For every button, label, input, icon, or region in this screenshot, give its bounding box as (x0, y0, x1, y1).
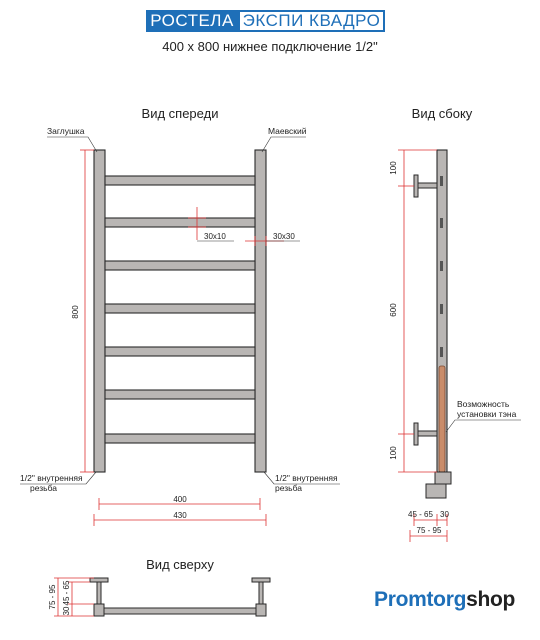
side-offset-label-2: 30 (440, 510, 449, 519)
top-view-drawing (90, 578, 270, 616)
product-subtitle: 400 х 800 нижнее подключение 1/2" (162, 39, 378, 54)
side-view-title: Вид сбоку (411, 106, 473, 121)
crossbar (105, 261, 255, 270)
side-offset-label: 45 - 65 (408, 510, 433, 519)
width-outer-label: 430 (173, 511, 187, 520)
width-inner-label: 400 (173, 495, 187, 504)
bar-profile-label: 30х10 (204, 232, 226, 241)
top-wall-plate-right (252, 578, 270, 582)
bottom-wall-bracket (414, 423, 437, 445)
bracket-arm (418, 183, 437, 188)
heater-leader (446, 420, 521, 432)
crossbar (105, 390, 255, 399)
thread-left-label-1: 1/2" внутренняя (20, 473, 83, 483)
heater-element (439, 366, 445, 472)
logo-part-1: Promtorg (374, 588, 467, 611)
plug-label: Заглушка (47, 126, 85, 136)
slot (440, 176, 443, 186)
right-rail (255, 150, 266, 472)
mayevsky-leader (262, 137, 306, 152)
top-rail-right (256, 604, 266, 616)
top-arm-left (97, 582, 101, 604)
top-wall-bracket (414, 175, 437, 197)
top-30-label: 30 (62, 606, 71, 616)
connection-fitting (435, 472, 451, 484)
top-crossbar (104, 608, 256, 614)
thread-left-label-2: резьба (30, 483, 57, 493)
crossbar (105, 304, 255, 313)
bracket-plate (414, 175, 418, 197)
slot (440, 218, 443, 228)
crossbar (105, 434, 255, 443)
slot (440, 261, 443, 271)
bottom-connection (426, 472, 451, 498)
top-rail-left (94, 604, 104, 616)
front-view-title: Вид спереди (141, 106, 219, 121)
model-label: ЭКСПИ КВАДРО (238, 10, 385, 32)
rail-profile-label: 30х30 (273, 232, 295, 241)
crossbar (105, 218, 255, 227)
heater-label-2: установки тэна (457, 409, 517, 419)
side-bottom-label: 100 (389, 446, 398, 460)
slot (440, 347, 443, 357)
left-rail (94, 150, 105, 472)
thread-right-label-1: 1/2" внутренняя (275, 473, 338, 483)
promtorgshop-logo (374, 588, 515, 612)
logo-part-2: shop (466, 588, 516, 611)
crossbar (105, 347, 255, 356)
slot (440, 304, 443, 314)
thread-right-label-2: резьба (275, 483, 302, 493)
side-top-label: 100 (389, 161, 398, 175)
height-dimension-label: 800 (71, 305, 80, 319)
brand-label: РОСТЕЛА (146, 10, 238, 32)
heater-label-1: Возможность (457, 399, 510, 409)
top-wall-plate-left (90, 578, 108, 582)
crossbars (105, 176, 255, 443)
top-arm-right (259, 582, 263, 604)
top-offset-label: 45 - 65 (62, 580, 71, 606)
side-depth-label: 75 - 95 (416, 526, 442, 535)
bracket-arm (418, 431, 437, 436)
connection-nut (426, 484, 446, 498)
side-mid-label: 600 (389, 303, 398, 317)
top-depth-label: 75 - 95 (48, 584, 57, 610)
mayevsky-label: Маевский (268, 126, 307, 136)
bracket-plate (414, 423, 418, 445)
top-view-title: Вид сверху (146, 557, 214, 572)
crossbar (105, 176, 255, 185)
